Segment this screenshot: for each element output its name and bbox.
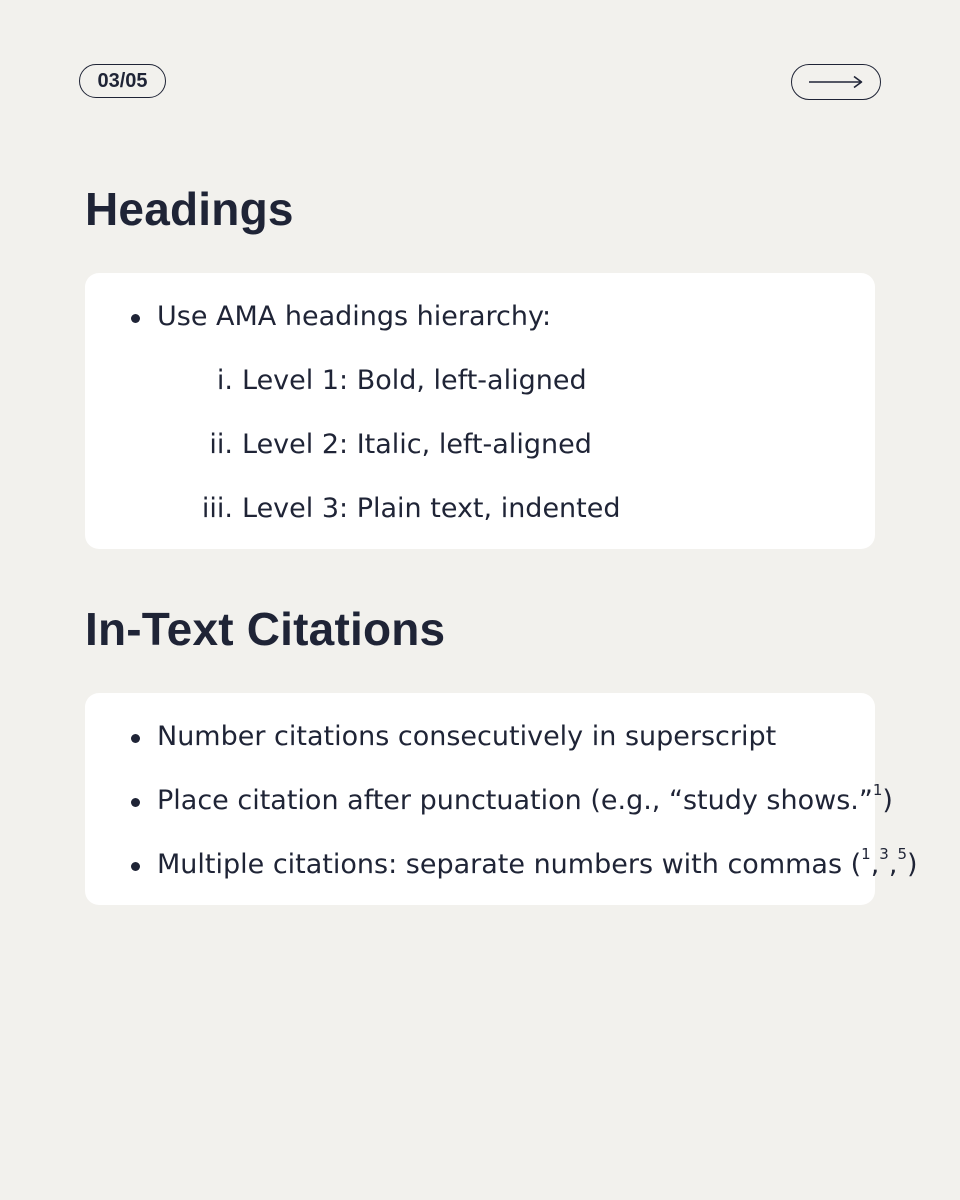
sub-list-marker: iii. [201,493,233,524]
bullet-icon [131,798,140,807]
list-item: Multiple citations: separate numbers with commas ($^1$,$^3$,$^5$) [157,851,918,878]
headings-card [85,273,875,549]
arrow-right-icon [808,75,864,89]
closing-paren: ) [882,785,893,816]
list-item-text: Place citation after punctuation (e.g., “study shows.” [157,785,873,816]
sub-list-item [209,429,592,460]
citation-superscript: 5 [897,845,907,863]
list-item-text: Use AMA headings hierarchy: [157,301,552,332]
citation-superscript: 3 [879,845,889,863]
section-title-citations: In-Text Citations [85,603,446,655]
citations-card [85,693,918,905]
sub-list-item [201,493,621,524]
list-item [157,723,776,750]
citation-superscript: 1 [872,781,883,799]
sub-list-item-text: Level 3: Plain text, indented [242,493,621,524]
section-title-headings: Headings [85,183,294,235]
citation-superscript: 1 [861,845,871,863]
bullet-icon [131,734,140,743]
next-slide-button[interactable] [791,64,881,100]
sub-list-item [216,365,587,396]
bullet-icon [131,314,140,323]
sub-list-marker: ii. [209,429,233,460]
sub-list-item-text: Level 2: Italic, left-aligned [242,429,592,460]
sub-list-marker: i. [216,365,233,396]
bullet-icon [131,862,140,871]
sub-list-item-text: Level 1: Bold, left-aligned [242,365,587,396]
closing-paren: ) [906,849,918,880]
page-indicator: 03/05 [79,64,166,98]
list-item [157,781,893,816]
list-item-text: Number citations consecutively in superscript [157,721,777,752]
list-item-text: Multiple citations: separate numbers with commas ( [157,849,862,880]
list-item [157,303,551,330]
